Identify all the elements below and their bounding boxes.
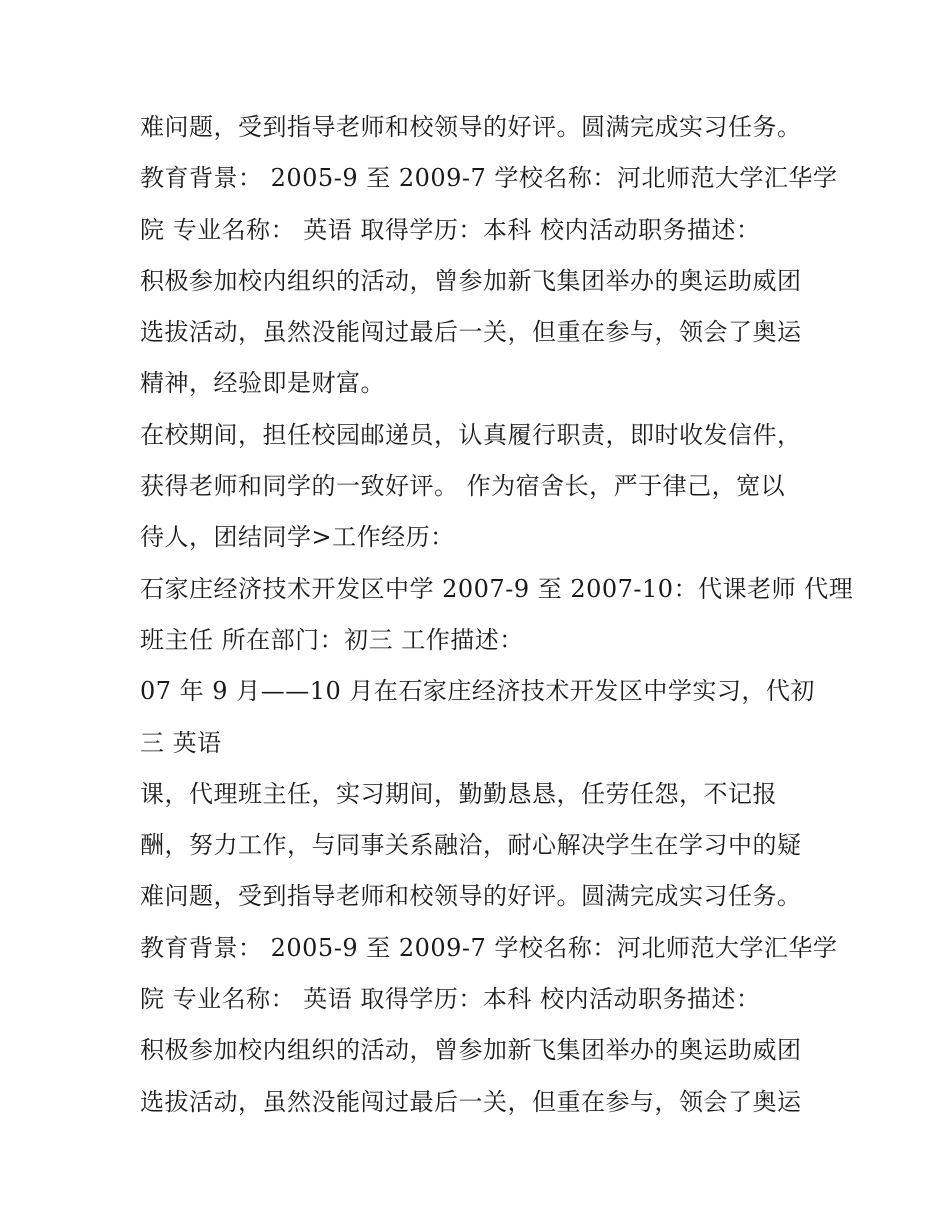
text-line: 难问题，受到指导老师和校领导的好评。圆满完成实习任务。 (140, 882, 802, 911)
text-line: 教育背景： 2005-9 至 2009-7 学校名称：河北师范大学汇华学 (140, 933, 838, 962)
text-line: 获得老师和同学的一致好评。 作为宿舍长，严于律己，宽以 (140, 472, 786, 501)
text-line: 07 年 9 月——10 月在石家庄经济技术开发区中学实习，代初 (140, 677, 815, 706)
text-line: 院 专业名称： 英语 取得学历：本科 校内活动职务描述： (140, 215, 761, 244)
text-line: 酬，努力工作，与同事关系融洽，耐心解决学生在学习中的疑 (140, 831, 802, 860)
text-line: 班主任 所在部门：初三 工作描述： (140, 625, 524, 654)
text-line: 选拔活动，虽然没能闯过最后一关，但重在参与，领会了奥运 (140, 1087, 802, 1116)
text-line: 在校期间，担任校园邮递员，认真履行职责，即时收发信件， (140, 420, 802, 449)
text-line: 教育背景： 2005-9 至 2009-7 学校名称：河北师范大学汇华学 (140, 164, 838, 193)
text-line: 石家庄经济技术开发区中学 2007-9 至 2007-10：代课老师 代理 (140, 574, 854, 603)
text-line: 难问题，受到指导老师和校领导的好评。圆满完成实习任务。 (140, 113, 802, 141)
text-line: 精神，经验即是财富。 (140, 369, 385, 398)
text-line: 积极参加校内组织的活动，曾参加新飞集团举办的奥运助威团 (140, 266, 802, 295)
text-line: 选拔活动，虽然没能闯过最后一关，但重在参与，领会了奥运 (140, 318, 802, 347)
text-line: 三 英语 (140, 728, 222, 757)
body-text (140, 102, 854, 1128)
text-line: 待人，团结同学>工作经历： (140, 523, 455, 552)
text-line: 院 专业名称： 英语 取得学历：本科 校内活动职务描述： (140, 985, 761, 1014)
text-line: 课，代理班主任，实习期间，勤勤恳恳，任劳任怨，不记报 (140, 779, 777, 808)
text-line: 积极参加校内组织的活动，曾参加新飞集团举办的奥运助威团 (140, 1036, 802, 1065)
